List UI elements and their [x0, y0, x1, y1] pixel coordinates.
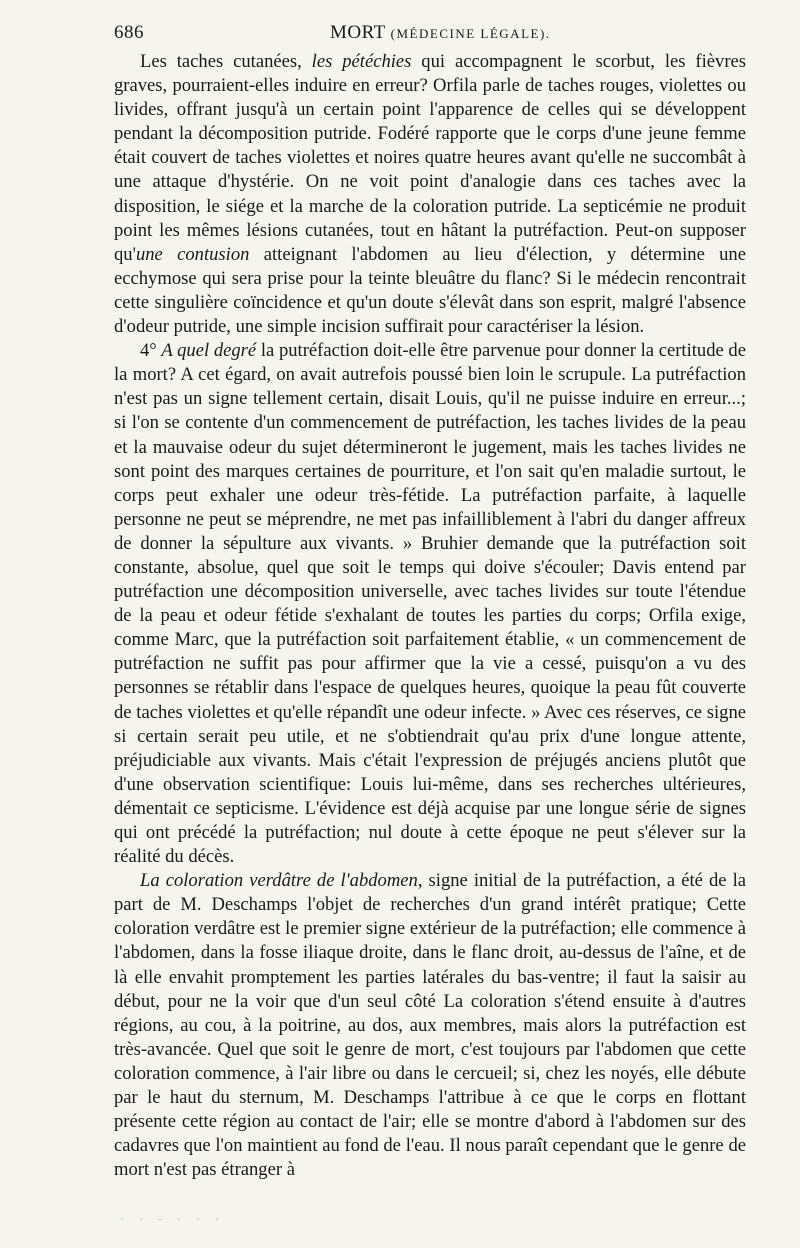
- text-run: qui accompagnent le scorbut, les fièvres graves, pourraient-elles induire en erreur? Orfila parle de taches rouges, violettes ou livides, offrant jusqu'à un certain point l'apparence de celles qui se développent pendant la décomposition putride. Fodéré rapporte que le corps d'une jeune femme était couvert de taches violettes et noires quatre heures avant qu'elle ne succombât à une attaque d'hystérie. On ne voit point d'analogie dans ces taches avec la disposition, le siége et la marche de la coloration putride. La septicémie ne produit point les mêmes lésions cutanées, tout en hâtant la putréfaction. Peut-on supposer qu': [114, 51, 746, 265]
- italic-phrase: A quel degré: [161, 340, 257, 362]
- italic-phrase: La coloration verdâtre de l'abdomen: [140, 870, 418, 892]
- italic-phrase: une contusion: [135, 243, 250, 265]
- paragraph: [114, 339, 746, 869]
- text-run: 4°: [140, 340, 162, 362]
- running-title-sub: (MÉDECINE LÉGALE).: [390, 26, 551, 41]
- text-run: atteignant l'abdomen au lieu d'élection, y détermine une ecchymose qui sera prise pour la teinte bleuâtre du flanc? Si le médecin rencontrait cette singulière coïncidence et qu'un doute s'élevât dans son esprit, malgré l'absence d'odeur putride, une simple incision suffirait pour caractériser la lésion.: [114, 243, 746, 338]
- page-number: 686: [114, 22, 144, 43]
- italic-phrase: les pétéchies: [311, 51, 412, 72]
- running-head: [114, 16, 746, 50]
- page-specks-decoration: · · · · · ·: [120, 1212, 225, 1226]
- text-run: la putréfaction doit-elle être parvenue pour donner la certitude de la mort? A cet égard, on avait autrefois poussé bien loin le scrupule. La putréfaction n'est pas un signe tellement certain, disait Louis, qu'il ne puisse induire en erreur...; si l'on se contente d'un commencement de putréfaction, les taches livides de la peau et la mauvaise odeur du sujet détermineront le jugement, mais les taches livides ne sont point des marques certaines de pourriture, et l'on sait qu'en maladie surtout, le corps peut exhaler une odeur très-fétide. La putréfaction parfaite, à laquelle personne ne peut se méprendre, ne met pas infailliblement à l'abri du danger affreux de donner la sépulture aux vivants. » Bruhier demande que la putréfaction soit constante, absolue, quel que soit le temps qui doive s'écouler; Davis entend par putréfaction une décomposition universelle, avec taches livides sur toute l'étendue de la peau et odeur fétide s'exhalant de toutes les parties du corps; Orfila exige, comme Marc, que la putréfaction soit parfaitement établie, « un commencement de putréfaction ne suffit pas pour affirmer que la vie a cessé, puisqu'on a vu des personnes se rétablir dans l'espace de quelques heures, quoique la peau fût couverte de taches violettes et qu'elle répandît une odeur infecte. » Avec ces réserves, ce signe si certain serait peu utile, et ne s'obtiendrait qu'au prix d'une longue attente, préjudiciable aux vivants. Mais c'était l'expression de préjugés anciens plutôt que d'une observation scientifique: Louis lui-même, dans ses recherches ultérieures, démentait ce septicisme. L'évidence est déjà acquise par une longue série de signes qui ont précédé la putréfaction; nul doute à cette époque ne peut s'élever sur la réalité du décès.: [114, 340, 746, 868]
- text-run: , signe initial de la putréfaction, a été de la part de M. Deschamps l'objet de recherches d'un grand intérêt pratique; Cette coloration verdâtre est le premier signe extérieur de la putréfaction; elle commence à l'abdomen, dans la fosse iliaque droite, dans le flanc droit, au-dessus de l'aîne, et de là elle envahit promptement les parties latérales du bas-ventre; il faut la saisir au début, pour ne la voir que d'un seul côté La coloration s'étend ensuite à d'autres régions, au cou, à la poitrine, au dos, aux membres, mais alors la putréfaction est très-avancée. Quel que soit le genre de mort, c'est toujours par l'abdomen que cette coloration commence, à l'air libre ou dans le cercueil; si, chez les noyés, elle débute par le haut du sternum, M. Deschamps l'attribue à ce que le corps en flottant présente cette région au contact de l'air; elle se montre d'abord à l'abdomen sur des cadavres que l'on maintient au fond de l'eau. Il nous paraît cependant que le genre de mort n'est pas étranger à: [114, 870, 746, 1181]
- paragraph: [114, 50, 746, 339]
- text-run: Les taches cutanées,: [140, 51, 312, 72]
- running-title-main: MORT: [330, 22, 386, 43]
- running-title: [330, 22, 551, 44]
- paragraph: [114, 869, 746, 1182]
- body-text: [114, 50, 746, 1182]
- page: [114, 16, 746, 1182]
